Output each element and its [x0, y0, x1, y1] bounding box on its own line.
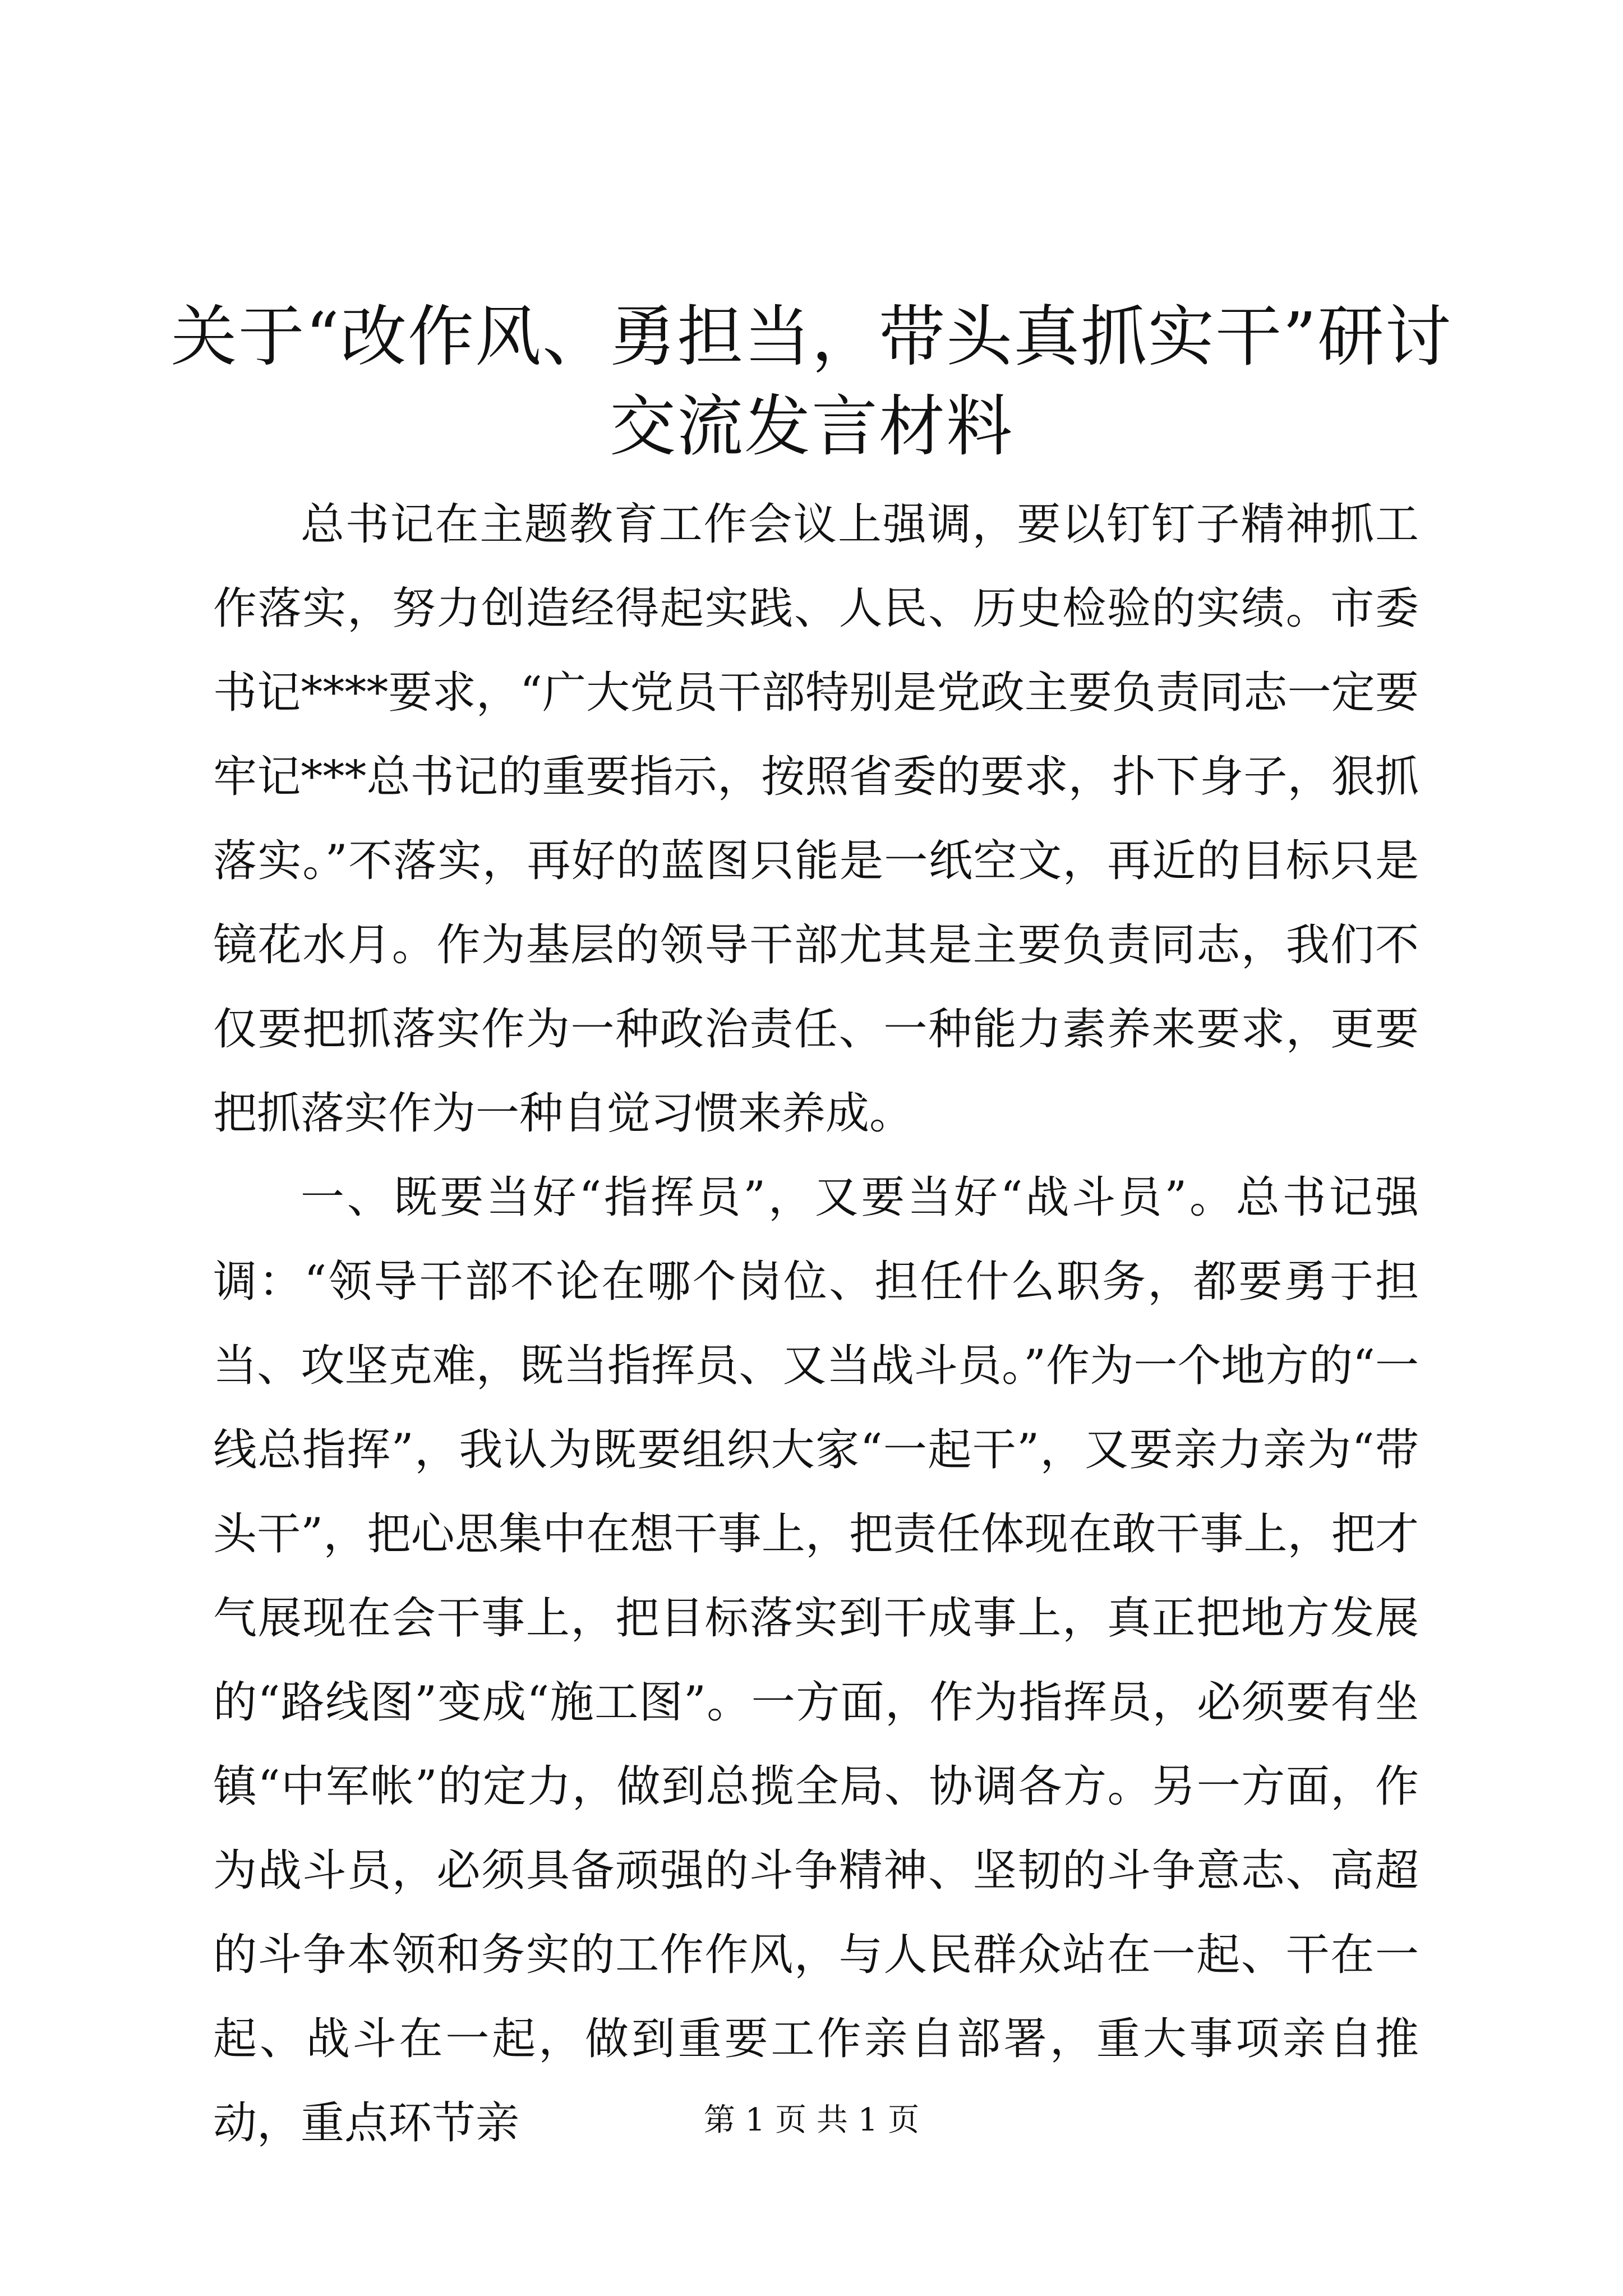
title-line-2: 交流发言材料 — [609, 388, 1013, 465]
document-title — [168, 292, 1455, 471]
title-line-1: 关于“改作风、勇担当，带头真抓实干”研讨 — [170, 298, 1453, 375]
document-body — [213, 482, 1419, 2165]
paragraph-section-one: 一、既要当好“指挥员”，又要当好“战斗员”。总书记强调：“领导干部不论在哪个岗位、担任什么职务，都要勇于担当、攻坚克难，既当指挥员、又当战斗员。”作为一个地方的“一线总指挥”，我认为既要组织大家“一起干”，又要亲力亲为“带头干”，把心思集中在想干事上，把责任体现在敢干事上，把才气展现在会干事上，把目标落实到干成事上，真正把地方发展的“路线图”变成“施工图”。一方面，作为指挥员，必须要有坐镇“中军帐”的定力，做到总揽全局、协调各方。另一方面，作为战斗员，必须具备顽强的斗争精神、坚韧的斗争意志、高超的斗争本领和务实的工作作风，与人民群众站在一起、干在一起、战斗在一起，做到重要工作亲自部署，重大事项亲自推动，重点环节亲 — [213, 1172, 1419, 2148]
page-footer: 第 1 页 共 1 页 — [703, 2102, 920, 2138]
paragraph-intro: 总书记在主题教育工作会议上强调，要以钉钉子精神抓工作落实，努力创造经得起实践、人民、历史检验的实绩。市委书记****要求，“广大党员干部特别是党政主要负责同志一定要牢记***总书记的重要指示，按照省委的要求，扑下身子，狠抓落实。”不落实，再好的蓝图只能是一纸空文，再近的目标只是镜花水月。作为基层的领导干部尤其是主要负责同志，我们不仅要把抓落实作为一种政治责任、一种能力素养来要求，更要把抓落实作为一种自觉习惯来养成。 — [213, 499, 1419, 1139]
